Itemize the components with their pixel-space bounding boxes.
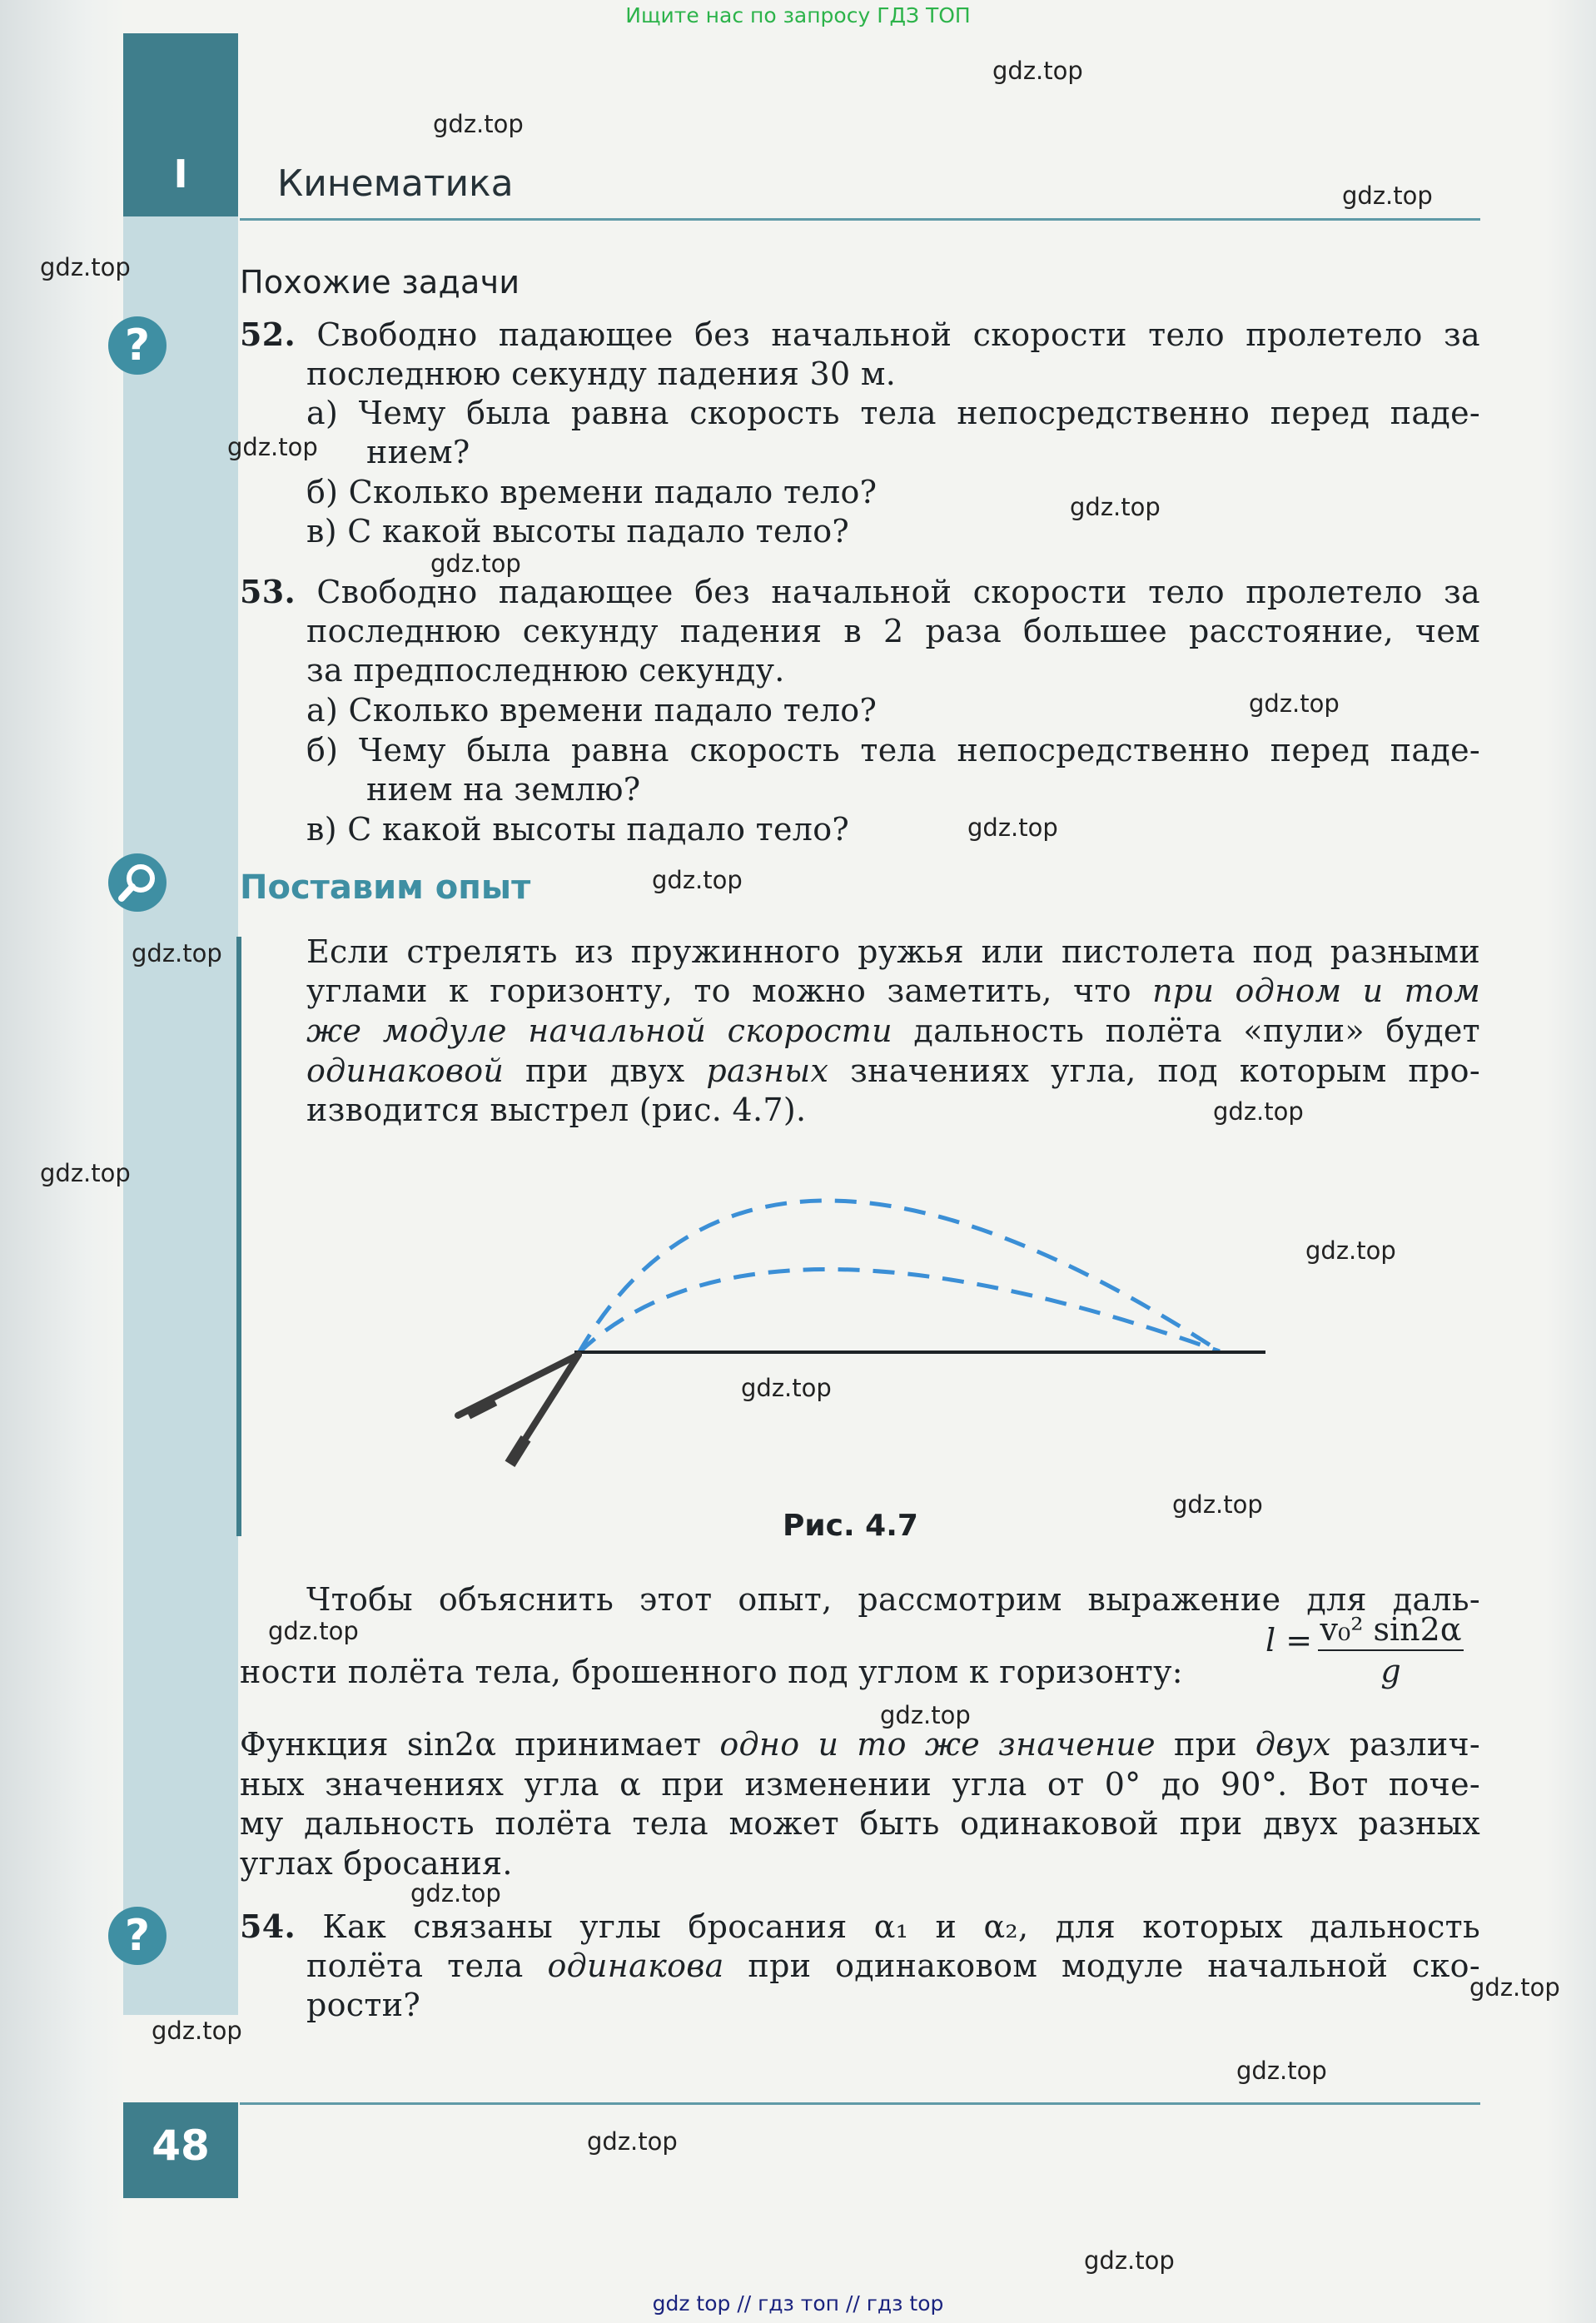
problem-54-line: полёта тела одинакова при одинаковом модуле начальной ско- [306, 1947, 1480, 1984]
problem-53-line: 53. Свободно падающее без начальной скорости тело пролетело за [240, 573, 1480, 610]
explanation-line: углах бросания. [240, 1845, 513, 1882]
page-number: 48 [152, 2122, 210, 2170]
experiment-title: Поставим опыт [240, 868, 531, 907]
problem-53-line: последнюю секунду падения в 2 раза большее расстояние, чем [306, 613, 1480, 649]
problem-54-line: рости? [306, 1987, 421, 2023]
problem-53-a: а) Сколько времени падало тело? [306, 692, 878, 729]
problem-53-b: б) Чему была равна скорость тела непосредственно перед паде- [306, 732, 1480, 769]
chapter-title: Кинематика [277, 162, 514, 205]
watermark: gdz.top [40, 1159, 131, 1187]
watermark: gdz.top [1249, 689, 1340, 718]
watermark: gdz.top [1469, 1973, 1560, 2002]
problem-53-line: за предпоследнюю секунду. [306, 652, 785, 689]
footer-divider [240, 2102, 1480, 2105]
magnifier-icon [108, 853, 167, 912]
experiment-side-bar [236, 937, 241, 1536]
explanation-line: ных значениях угла α при изменении угла от 0° до 90°. Вот поче- [240, 1766, 1480, 1803]
watermark: gdz.top [652, 866, 743, 894]
formula-lhs: l = [1265, 1622, 1313, 1659]
problem-number: 53. [240, 573, 296, 610]
question-icon: ? [108, 1907, 167, 1965]
watermark: gdz.top [40, 253, 131, 281]
chapter-number: I [173, 152, 188, 196]
problem-53-v: в) С какой высоты падало тело? [306, 811, 850, 848]
experiment-text-line: изводится выстрел (рис. 4.7). [306, 1092, 807, 1128]
watermark: gdz.top [880, 1701, 971, 1729]
problem-52-line: 52. Свободно падающее без начальной скорости тело пролетело за [240, 316, 1480, 353]
watermark: gdz.top [410, 1879, 501, 1908]
watermark: gdz.top [992, 57, 1083, 85]
watermark: gdz.top [1070, 493, 1161, 521]
figure-caption: Рис. 4.7 [783, 1509, 918, 1543]
watermark: gdz.top [741, 1374, 832, 1402]
watermark: gdz.top [132, 939, 222, 968]
watermark: gdz.top [1084, 2246, 1175, 2275]
watermark: gdz.top [1213, 1097, 1304, 1126]
problem-52-b: б) Сколько времени падало тело? [306, 474, 878, 510]
problem-number: 54. [240, 1908, 296, 1945]
watermark: gdz.top [967, 813, 1058, 842]
problem-54-line: 54. Как связаны углы бросания α₁ и α₂, для которых дальность [240, 1908, 1480, 1945]
watermark: gdz.top [430, 550, 521, 578]
explanation-line: му дальность полёта тела может быть одинаковой при двух разных [240, 1805, 1480, 1842]
watermark: gdz.top [433, 110, 524, 138]
problem-number: 52. [240, 316, 296, 353]
question-icon: ? [108, 316, 167, 375]
similar-problems-heading: Похожие задачи [240, 264, 520, 301]
high-angle-trajectory [579, 1201, 1220, 1353]
problem-52-v: в) С какой высоты падало тело? [306, 513, 850, 550]
range-formula: $\frac{\text{v₀² sin2α}}{g}$ [1318, 1611, 1464, 1689]
experiment-text-line: же модуле начальной скорости дальность полёта «пули» будет [306, 1012, 1480, 1049]
gun-grip [505, 1435, 531, 1467]
experiment-text-line: одинаковой при двух разных значениях угла, под которым про- [306, 1052, 1480, 1089]
watermark: gdz.top [1172, 1490, 1263, 1519]
watermark: gdz.top [587, 2127, 678, 2156]
figure-4-7 [433, 1128, 1282, 1478]
explanation-line: Функция sin2α принимает одно и то же значение при двух различ- [240, 1726, 1481, 1763]
gun-grip [465, 1395, 497, 1420]
problem-52-a-cont: нием? [366, 434, 470, 470]
watermark: gdz.top [152, 2017, 242, 2045]
watermark: gdz.top [1236, 2057, 1327, 2085]
problem-53-b-cont: нием на землю? [366, 771, 641, 808]
explanation-line: ности полёта тела, брошенного под углом к горизонту: [240, 1654, 1183, 1690]
explanation-line: Чтобы объяснить этот опыт, рассмотрим выражение для даль- [306, 1581, 1480, 1618]
experiment-text-line: углами к горизонту, то можно заметить, что при одном и том [306, 972, 1480, 1009]
problem-52-line: последнюю секунду падения 30 м. [306, 356, 897, 392]
footer-links[interactable]: gdz top // гдз топ // гдз top [652, 2291, 944, 2316]
header-divider [240, 218, 1480, 221]
low-angle-trajectory [579, 1269, 1220, 1353]
problem-52-a: а) Чему была равна скорость тела непосредственно перед паде- [306, 395, 1480, 431]
experiment-text-line: Если стрелять из пружинного ружья или пистолета под разными [306, 933, 1480, 970]
watermark: gdz.top [227, 433, 318, 461]
watermark: gdz.top [268, 1617, 359, 1645]
watermark: gdz.top [1305, 1236, 1396, 1265]
watermark: gdz.top [1342, 182, 1433, 210]
top-search-banner[interactable]: Ищите нас по запросу ГДЗ ТОП [625, 3, 971, 27]
